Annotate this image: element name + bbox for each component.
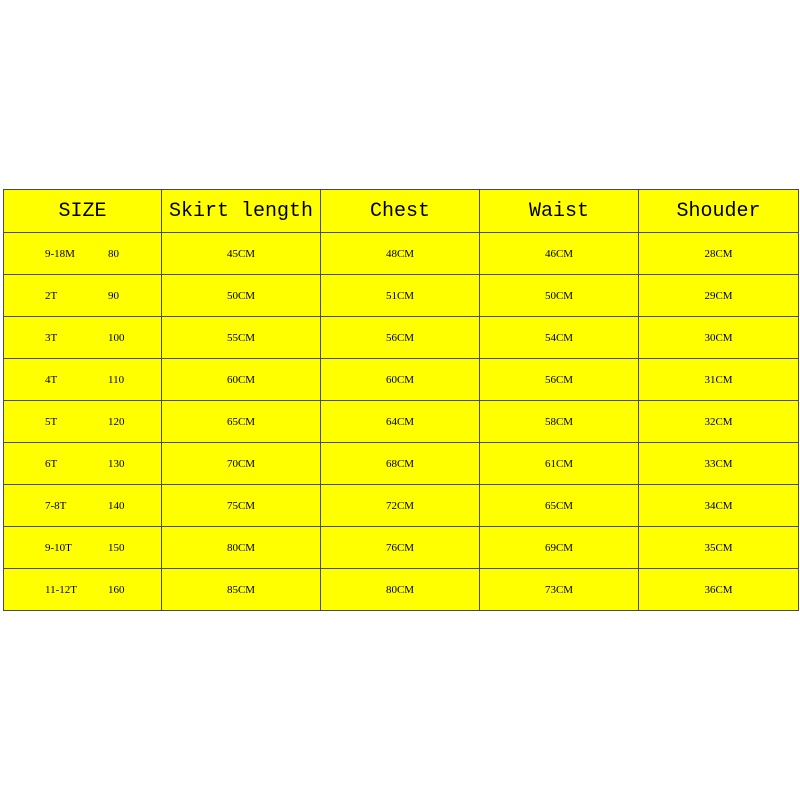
size-cell <box>4 233 162 275</box>
skirt-length-cell: 45CM <box>162 233 321 275</box>
table-row <box>4 485 799 527</box>
chest-cell: 56CM <box>321 317 480 359</box>
size-label: 3T <box>45 331 58 344</box>
header-shoulder: Shouder <box>639 190 799 233</box>
header-waist: Waist <box>480 190 639 233</box>
waist-cell: 65CM <box>480 485 639 527</box>
size-height: 100 <box>108 331 125 344</box>
size-cell <box>4 443 162 485</box>
shoulder-cell: 36CM <box>639 569 799 611</box>
size-cell <box>4 569 162 611</box>
table-row <box>4 233 799 275</box>
size-cell <box>4 485 162 527</box>
size-cell <box>4 401 162 443</box>
waist-cell: 73CM <box>480 569 639 611</box>
size-label: 7-8T <box>45 499 67 512</box>
size-height: 110 <box>108 373 125 386</box>
waist-cell: 54CM <box>480 317 639 359</box>
shoulder-cell: 35CM <box>639 527 799 569</box>
table-row <box>4 317 799 359</box>
size-cell <box>4 275 162 317</box>
shoulder-cell: 34CM <box>639 485 799 527</box>
shoulder-cell: 32CM <box>639 401 799 443</box>
skirt-length-cell: 85CM <box>162 569 321 611</box>
size-height: 90 <box>108 289 119 302</box>
size-cell <box>4 359 162 401</box>
chest-cell: 51CM <box>321 275 480 317</box>
skirt-length-cell: 65CM <box>162 401 321 443</box>
size-height: 150 <box>108 541 125 554</box>
header-row <box>4 190 799 233</box>
waist-cell: 69CM <box>480 527 639 569</box>
header-size: SIZE <box>4 190 162 233</box>
skirt-length-cell: 80CM <box>162 527 321 569</box>
chest-cell: 80CM <box>321 569 480 611</box>
skirt-length-cell: 75CM <box>162 485 321 527</box>
waist-cell: 58CM <box>480 401 639 443</box>
size-label: 11-12T <box>45 583 77 596</box>
size-chart-table <box>3 189 799 611</box>
chest-cell: 72CM <box>321 485 480 527</box>
size-label: 9-18M <box>45 247 75 260</box>
waist-cell: 46CM <box>480 233 639 275</box>
size-cell <box>4 317 162 359</box>
waist-cell: 50CM <box>480 275 639 317</box>
skirt-length-cell: 70CM <box>162 443 321 485</box>
size-cell <box>4 527 162 569</box>
chest-cell: 68CM <box>321 443 480 485</box>
size-label: 2T <box>45 289 58 302</box>
shoulder-cell: 29CM <box>639 275 799 317</box>
size-height: 80 <box>108 247 119 260</box>
size-label: 5T <box>45 415 58 428</box>
size-label: 6T <box>45 457 58 470</box>
size-height: 140 <box>108 499 125 512</box>
table-row <box>4 359 799 401</box>
chest-cell: 60CM <box>321 359 480 401</box>
size-label: 9-10T <box>45 541 72 554</box>
table-row <box>4 443 799 485</box>
table-row <box>4 569 799 611</box>
chest-cell: 76CM <box>321 527 480 569</box>
size-height: 120 <box>108 415 125 428</box>
skirt-length-cell: 60CM <box>162 359 321 401</box>
size-label: 4T <box>45 373 58 386</box>
table-row <box>4 275 799 317</box>
table-row <box>4 527 799 569</box>
chest-cell: 64CM <box>321 401 480 443</box>
skirt-length-cell: 50CM <box>162 275 321 317</box>
chest-cell: 48CM <box>321 233 480 275</box>
waist-cell: 56CM <box>480 359 639 401</box>
size-height: 130 <box>108 457 125 470</box>
shoulder-cell: 30CM <box>639 317 799 359</box>
header-skirt-length: Skirt length <box>162 190 321 233</box>
shoulder-cell: 28CM <box>639 233 799 275</box>
waist-cell: 61CM <box>480 443 639 485</box>
skirt-length-cell: 55CM <box>162 317 321 359</box>
size-height: 160 <box>108 583 125 596</box>
table-body <box>4 233 799 611</box>
header-chest: Chest <box>321 190 480 233</box>
shoulder-cell: 33CM <box>639 443 799 485</box>
shoulder-cell: 31CM <box>639 359 799 401</box>
table-row <box>4 401 799 443</box>
